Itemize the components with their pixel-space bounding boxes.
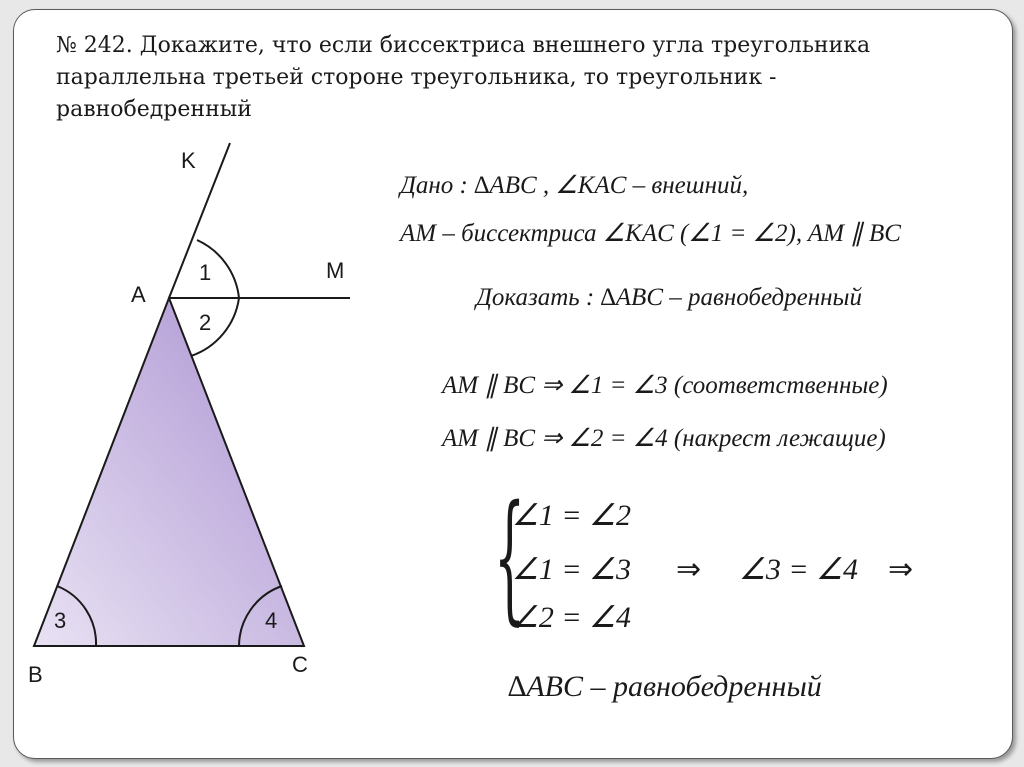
implies-arrow-1: ⇒ — [676, 553, 702, 586]
system-eq-2: ∠1 = ∠3 — [512, 553, 632, 586]
conclusion: ∆ABC – равнобедренный — [508, 670, 822, 703]
label-b: B — [28, 662, 43, 687]
problem-title: № 242. Докажите, что если биссектриса внешнего угла треугольника параллельна третьей стороне треугольника, то треугольник - равнобедренный — [56, 33, 871, 122]
label-angle-3: 3 — [54, 608, 67, 633]
implies-arrow-2: ⇒ — [888, 553, 914, 586]
label-angle-4: 4 — [265, 608, 278, 633]
given-line-2: AM – биссектриса ∠KAC (∠1 = ∠2), AM ∥ BC — [400, 220, 901, 247]
label-angle-2: 2 — [199, 310, 212, 335]
system-brace: { — [494, 476, 526, 639]
label-a: A — [131, 282, 146, 307]
triangle-abc — [34, 298, 304, 646]
system-eq-1: ∠1 = ∠2 — [512, 499, 632, 532]
triangle-figure — [14, 10, 414, 710]
prove-statement: Доказать : ∆ABC – равнобедренный — [476, 284, 862, 311]
given-line-1: Дано : ∆ABC , ∠KAC – внешний, — [400, 172, 749, 199]
label-m: M — [326, 258, 345, 283]
label-angle-1: 1 — [199, 260, 212, 285]
result-angles: ∠3 = ∠4 — [739, 553, 859, 586]
label-c: C — [292, 652, 308, 677]
proof-step-2: AM ∥ BC ⇒ ∠2 = ∠4 (накрест лежащие) — [442, 425, 886, 452]
label-k: K — [181, 148, 196, 173]
system-eq-3: ∠2 = ∠4 — [512, 601, 632, 634]
slide — [13, 9, 1013, 759]
proof-step-1: AM ∥ BC ⇒ ∠1 = ∠3 (соответственные) — [442, 372, 888, 399]
